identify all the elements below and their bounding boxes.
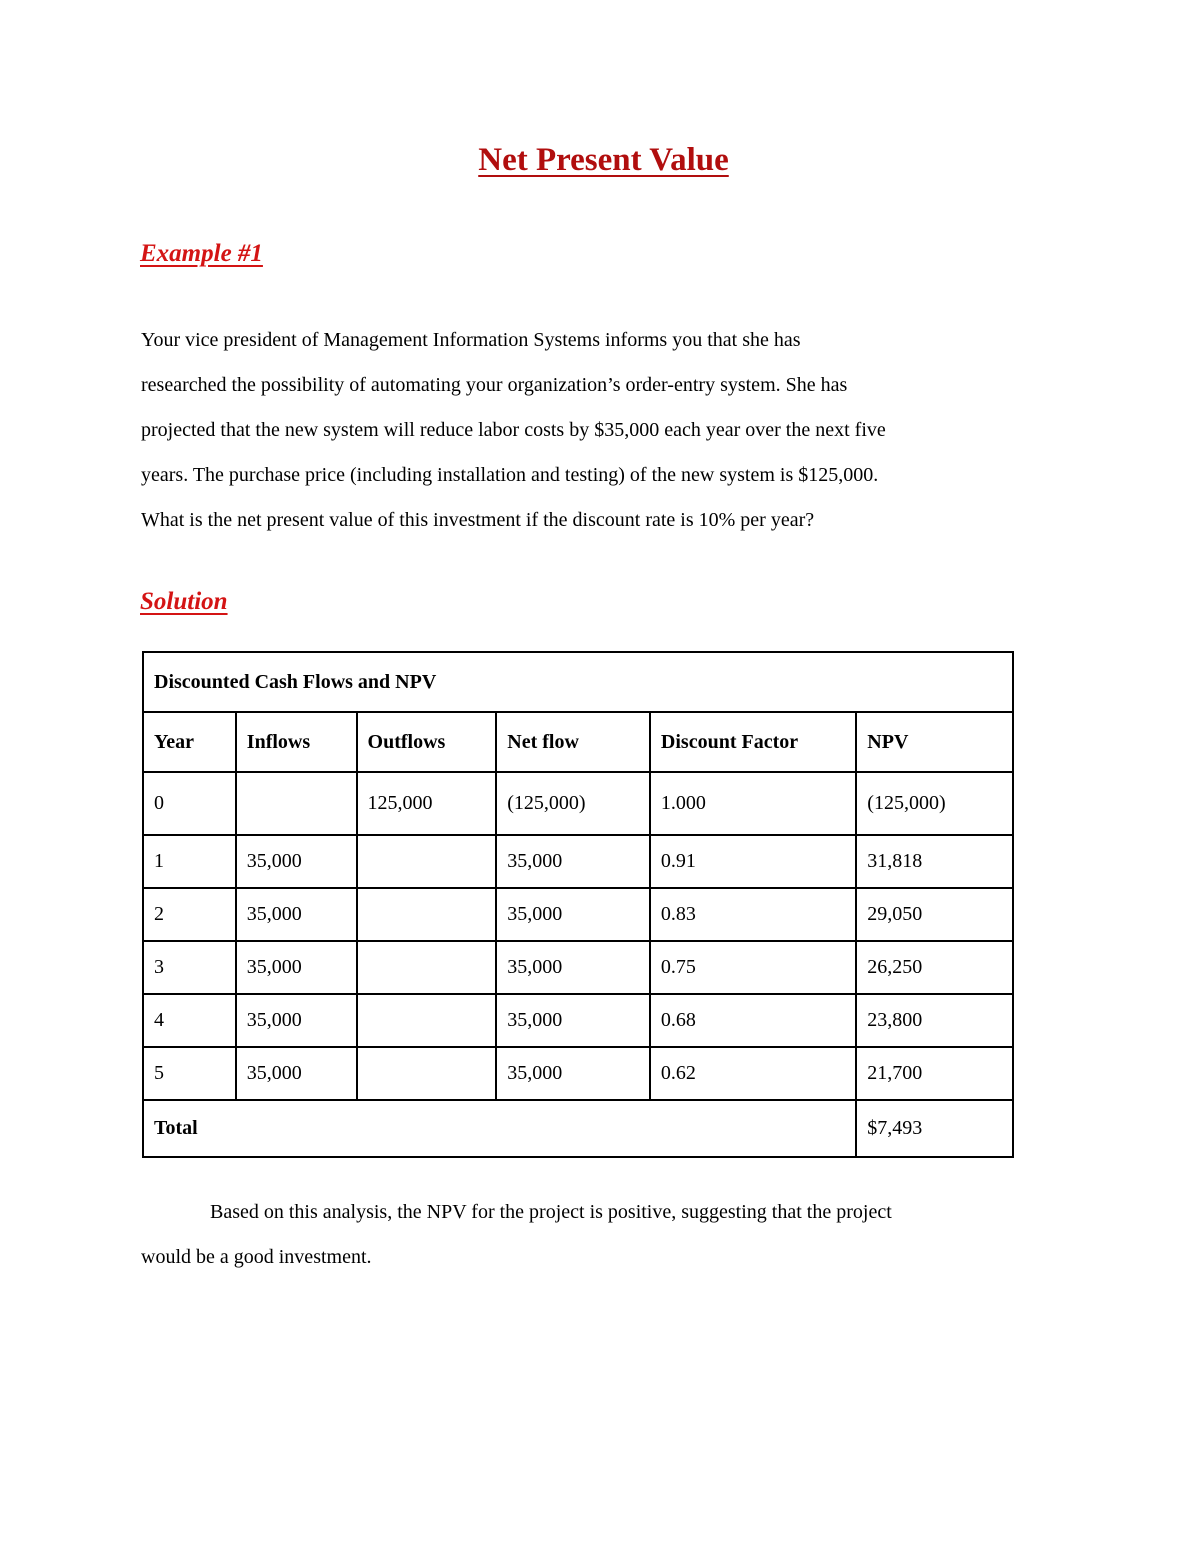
- column-header-discount-factor: Discount Factor: [650, 712, 856, 772]
- cell-outflows: [357, 835, 497, 888]
- cell-npv: 23,800: [856, 994, 1013, 1047]
- cell-outflows: [357, 888, 497, 941]
- table-row: [143, 835, 1013, 888]
- cell-inflows: 35,000: [236, 1047, 357, 1100]
- cell-year: 1: [143, 835, 236, 888]
- table-caption-row: [143, 652, 1013, 712]
- conclusion-line: Based on this analysis, the NPV for the project is positive, suggesting that the project: [210, 1201, 892, 1223]
- table-row: [143, 941, 1013, 994]
- npv-table: [142, 651, 1014, 1158]
- cell-inflows: 35,000: [236, 835, 357, 888]
- cell-outflows: [357, 994, 497, 1047]
- table-header-row: [143, 712, 1013, 772]
- cell-npv: 21,700: [856, 1047, 1013, 1100]
- problem-line: researched the possibility of automating your organization’s order-entry system. She has: [141, 374, 848, 396]
- cell-discount-factor: 1.000: [650, 772, 856, 835]
- cell-outflows: [357, 941, 497, 994]
- problem-line: projected that the new system will reduce labor costs by $35,000 each year over the next five: [141, 419, 886, 441]
- cell-npv: 31,818: [856, 835, 1013, 888]
- cell-year: 5: [143, 1047, 236, 1100]
- problem-line: Your vice president of Management Information Systems informs you that she has: [141, 329, 801, 351]
- cell-npv: (125,000): [856, 772, 1013, 835]
- column-header-inflows: Inflows: [236, 712, 357, 772]
- conclusion-line: would be a good investment.: [141, 1246, 372, 1268]
- table-row: [143, 772, 1013, 835]
- cell-net-flow: 35,000: [496, 941, 650, 994]
- cell-net-flow: 35,000: [496, 1047, 650, 1100]
- cell-net-flow: 35,000: [496, 835, 650, 888]
- conclusion-paragraph: [141, 1190, 1041, 1280]
- cell-discount-factor: 0.75: [650, 941, 856, 994]
- page-title: Net Present Value: [478, 142, 729, 178]
- cell-discount-factor: 0.62: [650, 1047, 856, 1100]
- cell-inflows: 35,000: [236, 994, 357, 1047]
- column-header-net-flow: Net flow: [496, 712, 650, 772]
- problem-statement: [141, 318, 1041, 543]
- table-total-row: [143, 1100, 1013, 1157]
- cell-net-flow: 35,000: [496, 994, 650, 1047]
- table-row: [143, 888, 1013, 941]
- cell-year: 4: [143, 994, 236, 1047]
- table-row: [143, 994, 1013, 1047]
- cell-outflows: [357, 1047, 497, 1100]
- cell-discount-factor: 0.68: [650, 994, 856, 1047]
- cell-npv: 29,050: [856, 888, 1013, 941]
- table-caption: Discounted Cash Flows and NPV: [143, 652, 1013, 712]
- total-value: $7,493: [856, 1100, 1013, 1157]
- column-header-outflows: Outflows: [357, 712, 497, 772]
- cell-discount-factor: 0.83: [650, 888, 856, 941]
- total-label: Total: [143, 1100, 856, 1157]
- cell-discount-factor: 0.91: [650, 835, 856, 888]
- problem-line: What is the net present value of this investment if the discount rate is 10% per year?: [141, 509, 815, 531]
- cell-inflows: 35,000: [236, 888, 357, 941]
- column-header-year: Year: [143, 712, 236, 772]
- column-header-npv: NPV: [856, 712, 1013, 772]
- cell-year: 3: [143, 941, 236, 994]
- cell-inflows: 35,000: [236, 941, 357, 994]
- cell-inflows: [236, 772, 357, 835]
- cell-year: 0: [143, 772, 236, 835]
- cell-net-flow: (125,000): [496, 772, 650, 835]
- example-heading: Example #1: [140, 240, 263, 267]
- solution-heading: Solution: [140, 588, 228, 615]
- cell-npv: 26,250: [856, 941, 1013, 994]
- problem-line: years. The purchase price (including installation and testing) of the new system is $125,000.: [141, 464, 879, 486]
- cell-net-flow: 35,000: [496, 888, 650, 941]
- cell-outflows: 125,000: [357, 772, 497, 835]
- cell-year: 2: [143, 888, 236, 941]
- table-row: [143, 1047, 1013, 1100]
